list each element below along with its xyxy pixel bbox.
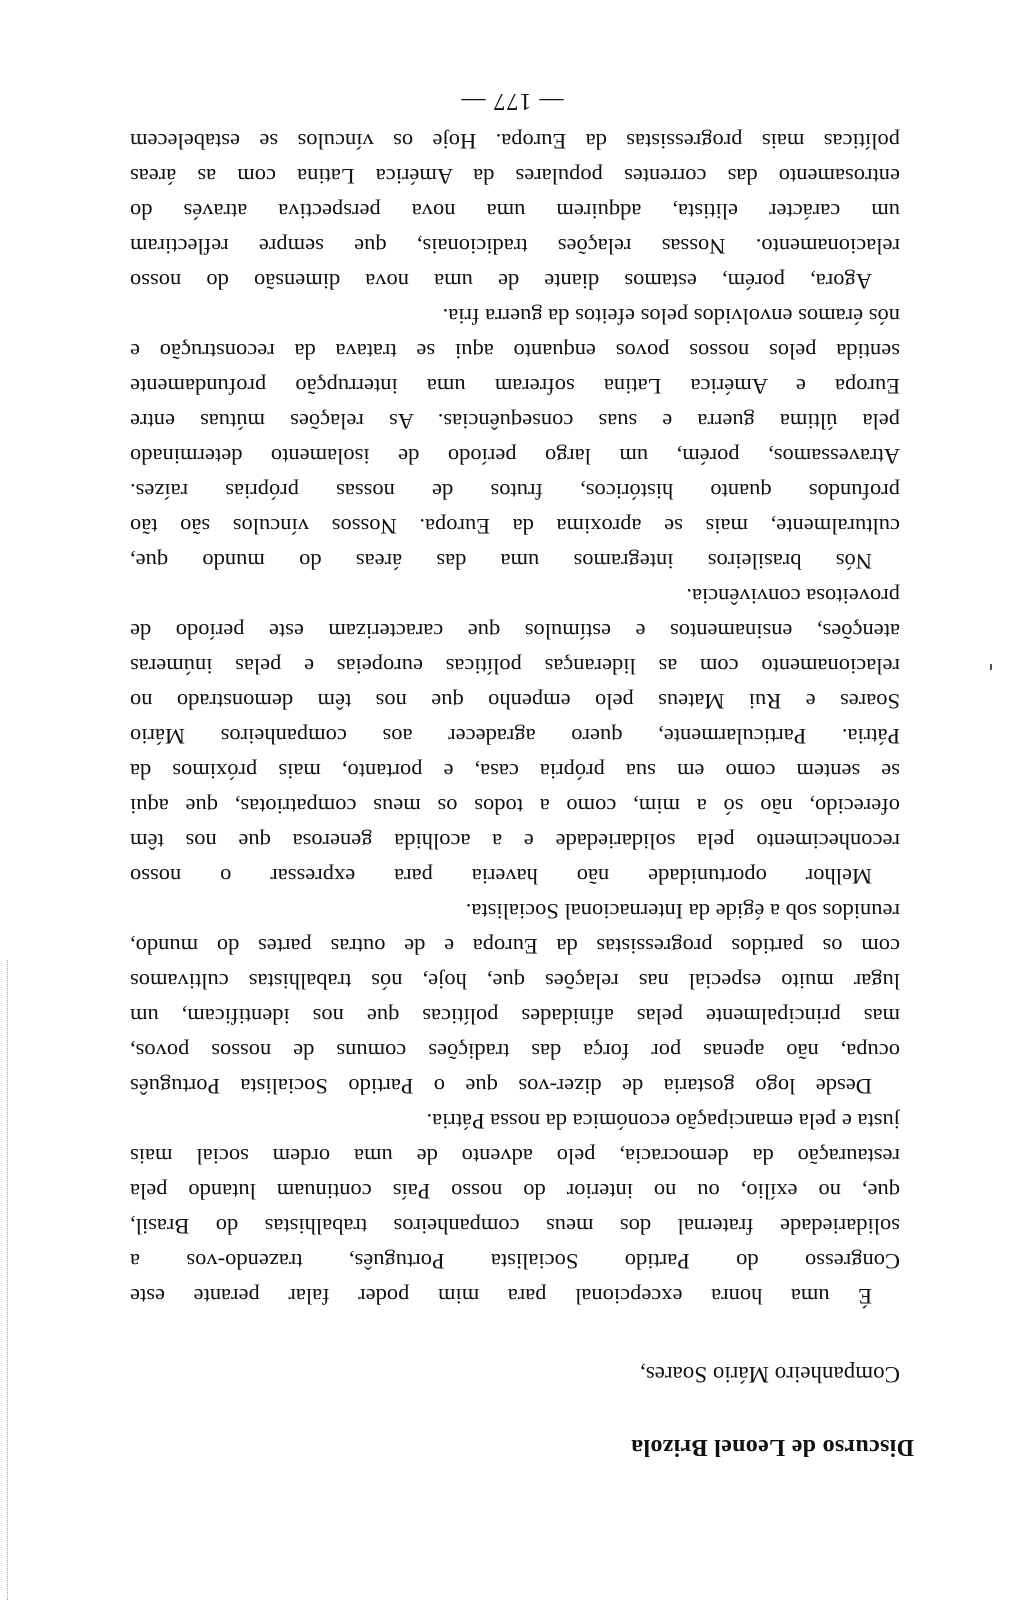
paragraph xyxy=(130,894,900,1104)
text-line: Atravessamos, porém, um largo período de isolamento determinado xyxy=(130,444,900,469)
paragraph xyxy=(130,299,900,579)
text-line: culturalmente, mais se aproxima da Europa. Nossos vínculos são tão xyxy=(130,514,900,539)
paragraph xyxy=(130,579,900,894)
text-line: políticas mais progressistas da Europa. Hoje os vínculos se estabelecem xyxy=(130,129,900,154)
text-line: sentida pelos nossos povos enquanto aqui se tratava da reconstrução e xyxy=(130,339,900,364)
text-line: nós éramos envolvidos pelos efeitos da guerra fria. xyxy=(442,304,900,329)
text-line: relacionamento. Nossas relações tradicionais, que sempre reflectiram xyxy=(130,234,900,259)
text-line: Europa e América Latina sofreram uma interrupção profundamente xyxy=(130,374,900,399)
text-line: Agora, porém, estamos diante de uma nova dimensão do nosso xyxy=(130,269,872,294)
text-line: Melhor oportunidade não haveria para expressar o nosso xyxy=(130,864,872,889)
text-line: ocupa, não apenas por força das tradições comuns de nossos povos, xyxy=(130,1039,900,1064)
text-line: profundos quanto históricos, frutos de nossas próprias raízes. xyxy=(130,479,900,504)
text-line: Nós brasileiros integramos uma das áreas do mundo que, xyxy=(130,549,872,574)
text-line: que, no exílio, ou no interior do nosso País continuam lutando pela xyxy=(130,1179,900,1204)
text-line: reunidos sob a égide da Internacional Socialista. xyxy=(465,899,900,924)
text-line: restauração da democracia, pelo advento de uma ordem social mais xyxy=(130,1144,900,1169)
text-line: Pátria. Particularmente, quero agradecer aos companheiros Mário xyxy=(130,724,900,749)
text-line: entrosamento das correntes populares da América Latina com as áreas xyxy=(130,164,900,189)
text-line: proveitosa convivência. xyxy=(686,584,900,609)
text-line: reconhecimento pela solidariedade e a acolhida generosa que nos têm xyxy=(130,829,900,854)
text-line: Desde logo gostaria de dizer-vos que o Partido Socialista Português xyxy=(130,1074,872,1099)
text-line: atenções, ensinamentos e estímulos que caracterizam este período de xyxy=(130,619,900,644)
scan-speck xyxy=(990,664,992,670)
salutation: Companheiro Mário Soares, xyxy=(640,1362,900,1387)
text-line: justa e pela emancipação económica da nossa Pátria. xyxy=(426,1109,900,1134)
text-line: pela última guerra e suas consequências. As relações mútuas entre xyxy=(130,409,900,434)
text-line: um carácter elitista, adquirem uma nova perspectiva através do xyxy=(130,199,900,224)
text-line: mas principalmente pelas afinidades políticas que nos identificam, um xyxy=(130,1004,900,1029)
text-line: lugar muito especial nas relações que, hoje, nós trabalhistas cultivamos xyxy=(130,969,900,994)
text-line: Soares e Rui Mateus pelo empenho que nos têm demonstrado no xyxy=(130,689,900,714)
scan-edge-mark xyxy=(6,960,8,1600)
text-line: Congresso do Partido Socialista Português, trazendo-vos a xyxy=(130,1249,900,1274)
paragraph xyxy=(130,1104,900,1314)
text-line: É uma honra excepcional para mim poder falar perante este xyxy=(130,1284,872,1309)
paragraph xyxy=(130,124,900,299)
text-line: solidariedade fraternal dos meus companheiros trabalhistas do Brasil, xyxy=(130,1214,900,1239)
text-line: se sentem como em sua própria casa, e portanto, mais próximos da xyxy=(130,759,900,784)
page-number: — 177 — xyxy=(460,88,564,114)
text-line: relacionamento com as lideranças políticas europeias e pelas inúmeras xyxy=(130,654,900,679)
text-line: com os partidos progressistas da Europa e de outras partes do mundo, xyxy=(130,934,900,959)
text-line: oferecido, não só a mim, como a todos os meus compatriotas, que aqui xyxy=(130,794,900,819)
speech-body xyxy=(130,124,900,1314)
document-title: Discurso de Leonel Brizola xyxy=(630,1434,914,1460)
